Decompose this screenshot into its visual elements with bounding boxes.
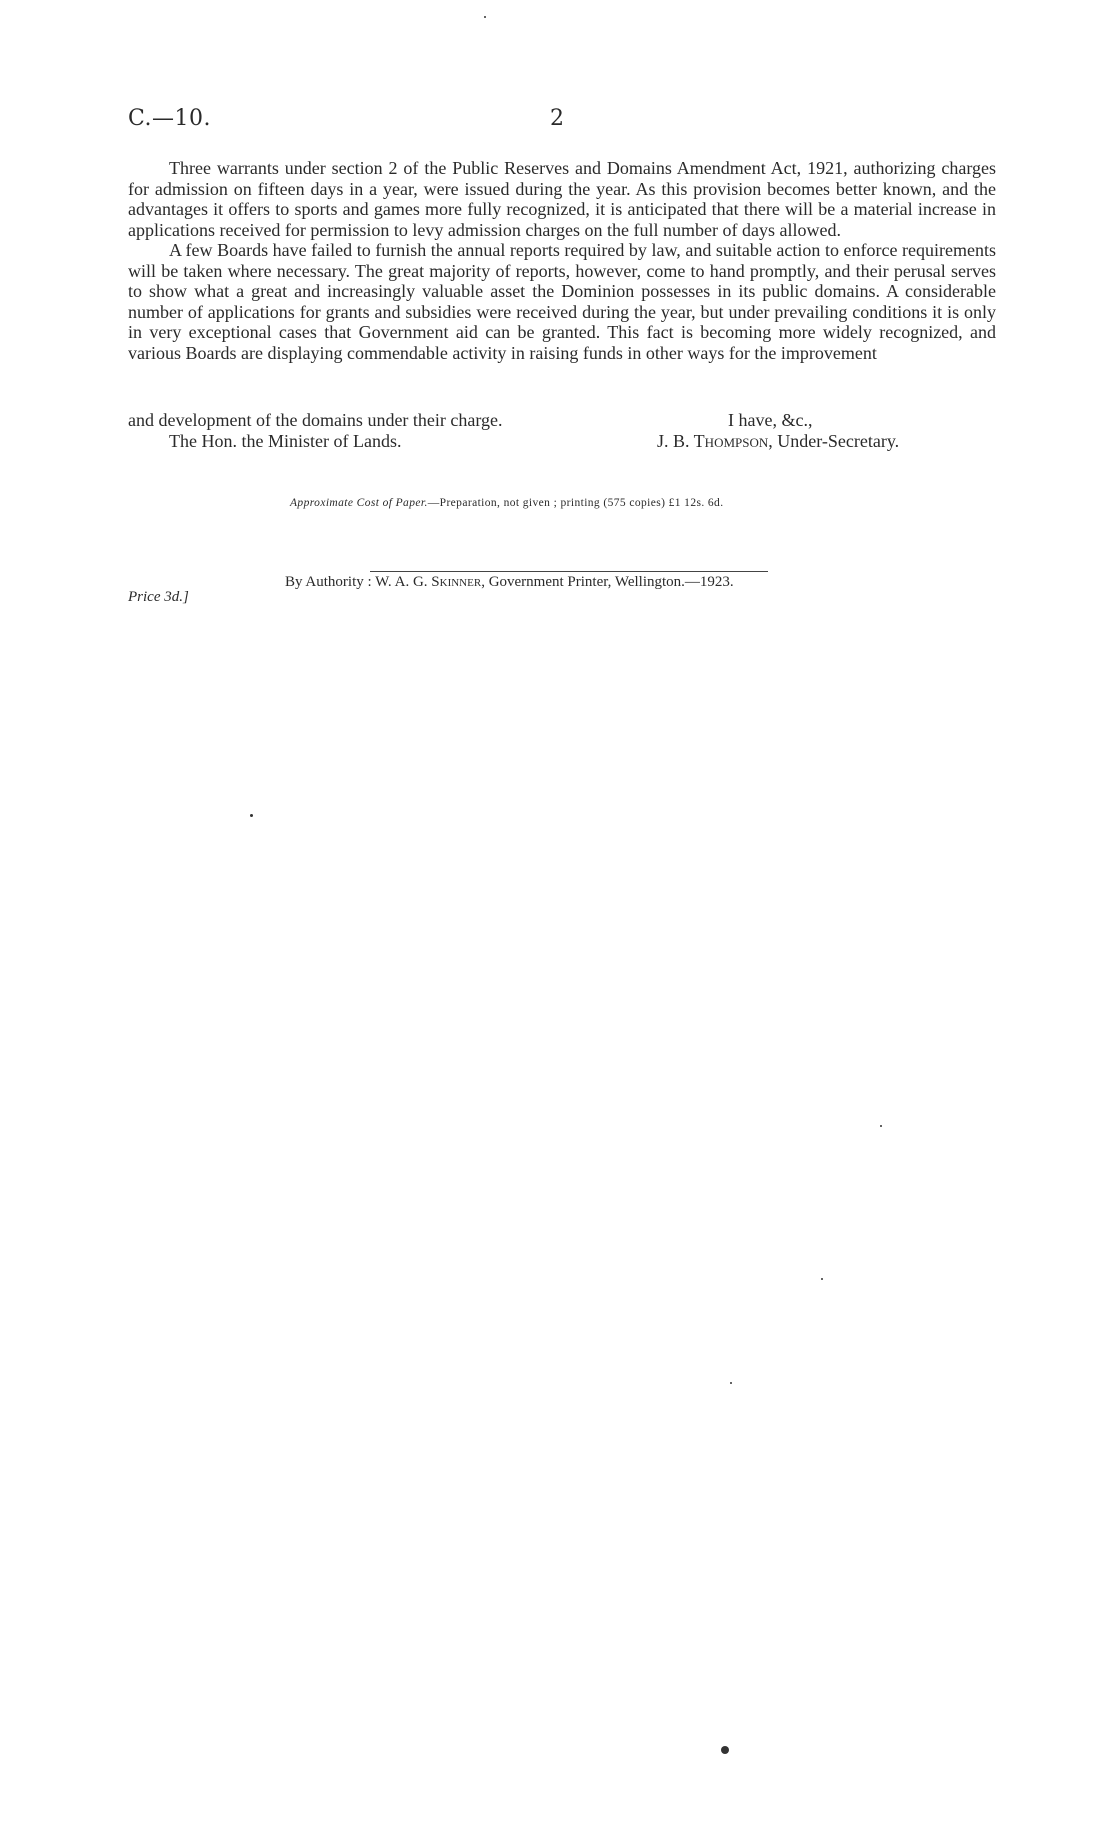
authority-suffix: , Government Printer, Wellington.—1923. — [481, 574, 734, 590]
document-code: C.—10. — [128, 106, 212, 131]
cost-text: —Preparation, not given ; printing (575 copies) £1 12s. 6d. — [427, 497, 724, 509]
addressee: The Hon. the Minister of Lands. — [169, 430, 402, 451]
authority-prefix: By Authority : W. A. G. — [285, 574, 432, 590]
scan-speck — [484, 16, 486, 18]
scan-speck — [250, 814, 253, 817]
scan-speck — [730, 1382, 732, 1384]
page-number: 2 — [550, 106, 564, 131]
paragraph-warrants: Three warrants under section 2 of the Public Reserves and Domains Amendment Act, 1921, authorizing charges for admission on fifteen days in a year, were issued during the year. As this provision becomes better known, and the advantages it offers to sports and games more fully recognized, it is anticipated that there will be a material increase in applications received for permission to levy admission charges on the full number of days allowed. — [128, 158, 996, 240]
signature-title: , Under-Secretary. — [768, 430, 900, 451]
paragraph-boards: A few Boards have failed to furnish the annual reports required by law, and suitable action to enforce requirements will be taken where necessary. The great majority of reports, however, come to hand promptly, and their perusal serves to show what a great and increasingly valuable asset the Dominion possesses in its public domains. A considerable number of applications for grants and subsidies were received during the year, but under prevailing conditions it is only in very exceptional cases that Government aid can be granted. This fact is becoming more widely recognized, and various Boards are displaying commendable activity in raising funds in other ways for the improvement — [128, 240, 996, 363]
price: Price 3d.] — [128, 589, 189, 605]
body-text — [128, 158, 996, 363]
divider-rule — [370, 571, 768, 572]
approximate-cost — [290, 497, 723, 509]
scan-speck — [880, 1125, 882, 1127]
printer-authority — [285, 574, 734, 591]
printer-name: Skinner — [431, 574, 482, 590]
closing-sentence: and development of the domains under their charge. — [128, 410, 503, 430]
scan-speck — [721, 1746, 729, 1754]
closing-block — [128, 410, 996, 453]
signature-name: J. B. Thompson — [657, 430, 769, 451]
cost-label: Approximate Cost of Paper. — [290, 497, 428, 509]
scan-speck — [821, 1278, 823, 1280]
valediction: I have, &c., — [728, 410, 813, 430]
signature — [657, 431, 899, 452]
